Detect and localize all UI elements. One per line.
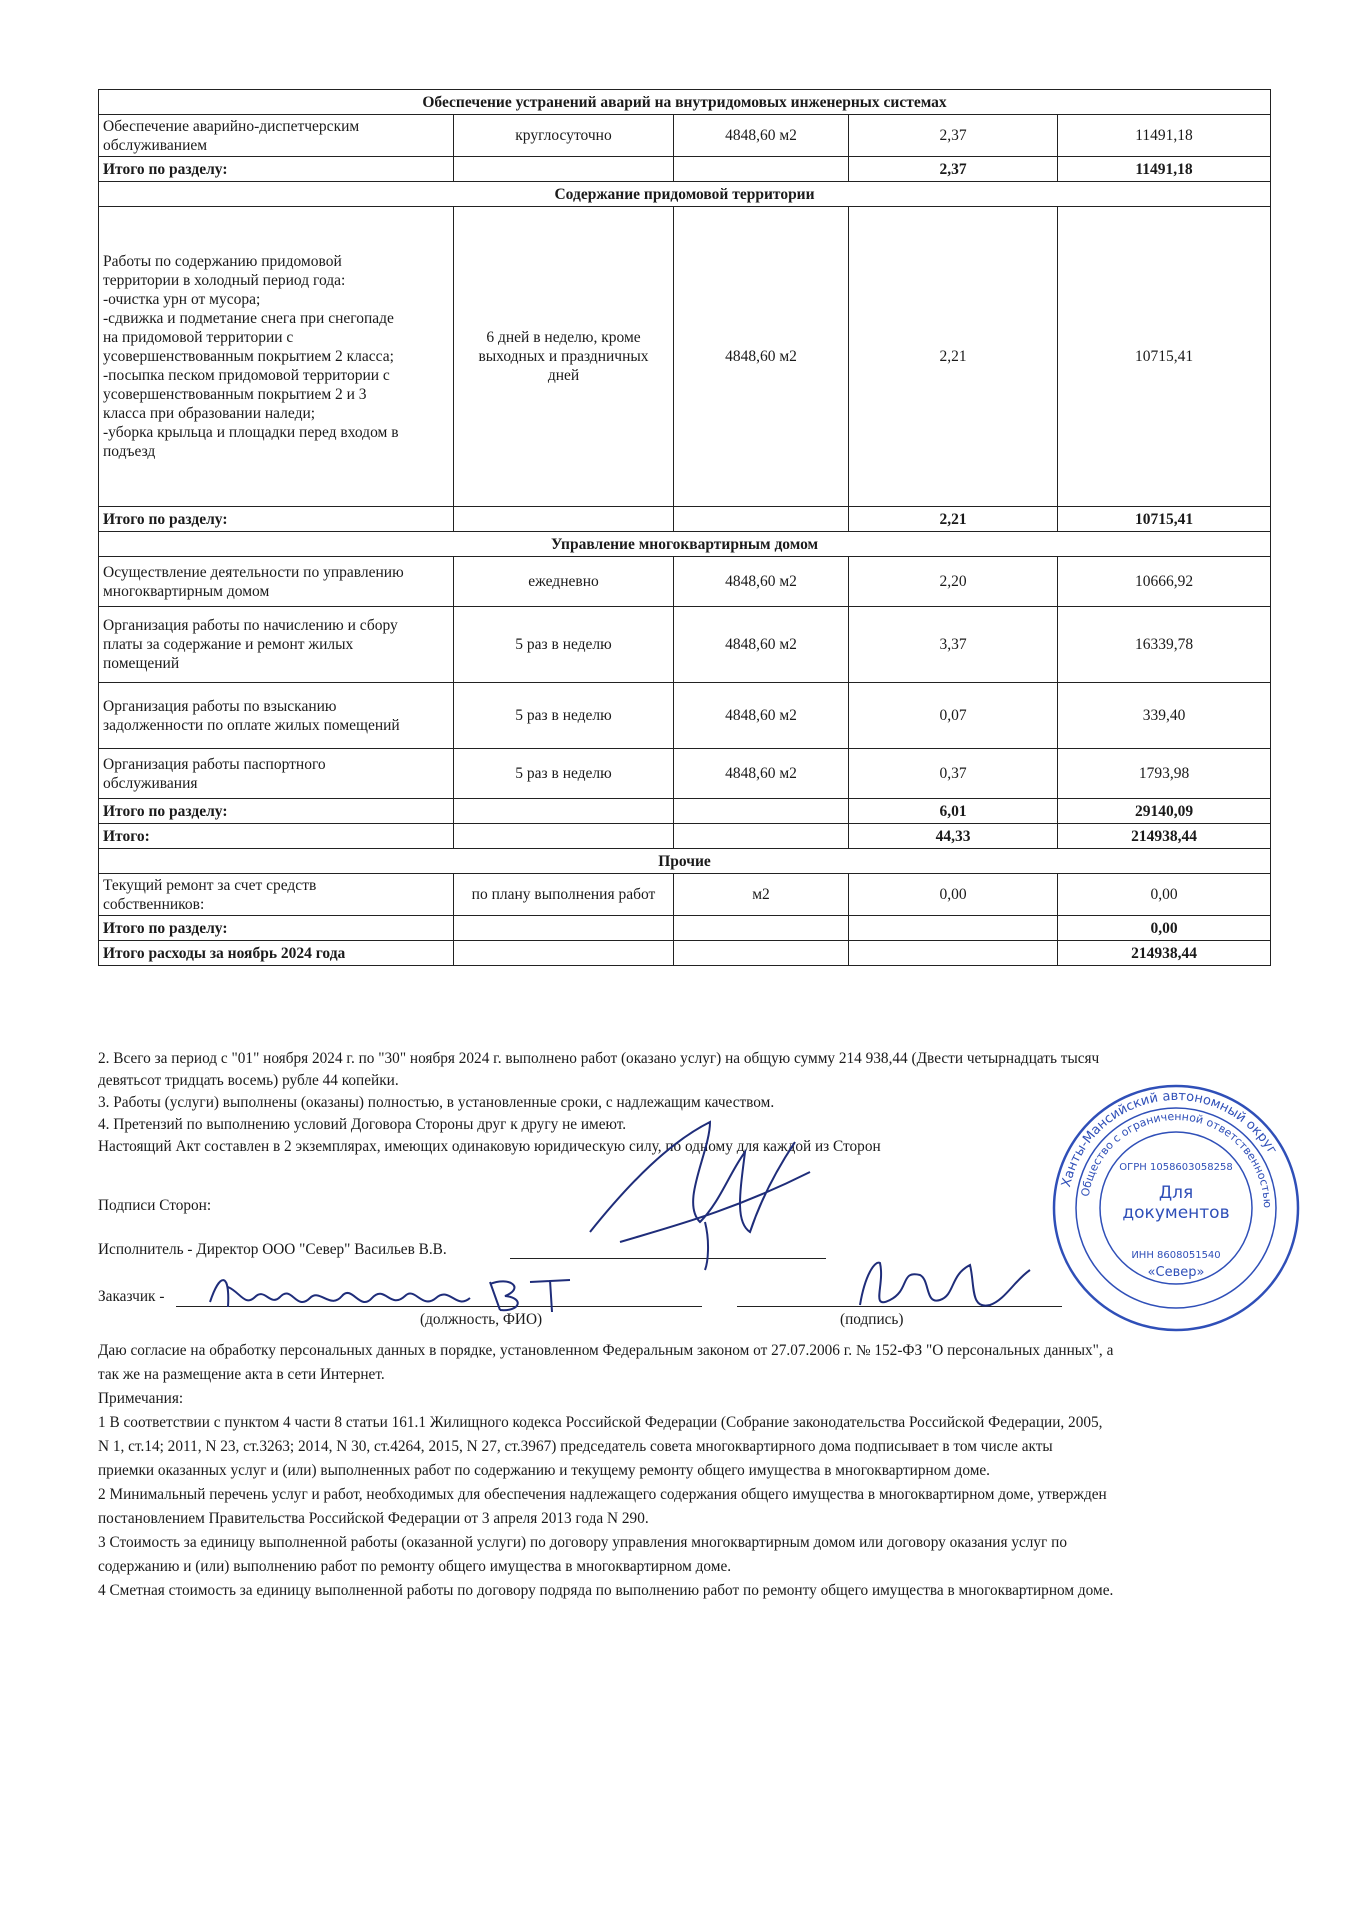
service-sum: 10666,92	[1058, 557, 1271, 607]
empty-cell	[454, 507, 674, 532]
executor-line: Исполнитель - Директор ООО "Север" Васильев В.В.	[98, 1241, 447, 1258]
note-line: Даю согласие на обработку персональных данных в порядке, установленном Федеральным законом от 27.07.2006 г. № 152-ФЗ "О персональных данных", а	[98, 1342, 1114, 1359]
service-frequency: 5 раз в неделю	[454, 683, 674, 749]
service-rate: 2,20	[849, 557, 1058, 607]
service-name: Текущий ремонт за счет средств собственников:	[99, 874, 454, 916]
empty-cell	[674, 916, 849, 941]
service-name: Обеспечение аварийно-диспетчерским обслуживанием	[99, 115, 454, 157]
service-area: 4848,60 м2	[674, 115, 849, 157]
note-line: 4 Сметная стоимость за единицу выполненной работы по договору подряда по выполнению работ по ремонту общего имущества в многоквартирном доме.	[98, 1582, 1114, 1599]
service-rate: 3,37	[849, 607, 1058, 683]
note-line: содержанию и (или) выполнению работ по ремонту общего имущества в многоквартирном доме.	[98, 1558, 732, 1575]
section-total-row	[99, 507, 1271, 532]
service-frequency: по плану выполнения работ	[454, 874, 674, 916]
total-sum: 11491,18	[1058, 157, 1271, 182]
paragraph: девятьсот тридцать восемь) рубле 44 копейки.	[98, 1072, 399, 1089]
stamp-ogrn: ОГРН 1058603058258	[1119, 1162, 1233, 1173]
service-rate: 2,21	[849, 207, 1058, 507]
paragraph: 2. Всего за период с "01" ноября 2024 г. по "30" ноября 2024 г. выполнено работ (оказано услуг) на общую сумму 214 938,44 (Двести четырнадцать тысяч	[98, 1050, 1100, 1067]
section-header-row	[99, 849, 1271, 874]
total-sum: 0,00	[1058, 916, 1271, 941]
notes-block	[98, 1339, 1298, 1603]
note-line: N 1, ст.14; 2011, N 23, ст.3263; 2014, N 30, ст.4264, 2015, N 27, ст.3967) председатель совета многоквартирного дома подписывает в том числе акты	[98, 1438, 1053, 1455]
service-area: 4848,60 м2	[674, 683, 849, 749]
section-total-row	[99, 157, 1271, 182]
total-sum: 29140,09	[1058, 799, 1271, 824]
section-header-row	[99, 90, 1271, 115]
service-rate: 2,37	[849, 115, 1058, 157]
service-name: Организация работы по начислению и сбору платы за содержание и ремонт жилых помещений	[99, 607, 454, 683]
service-sum: 1793,98	[1058, 749, 1271, 799]
service-name: Организация работы по взысканию задолженности по оплате жилых помещений	[99, 683, 454, 749]
grand-total-rate: 44,33	[849, 824, 1058, 849]
paragraph: 4. Претензий по выполнению условий Договора Стороны друг к другу не имеют.	[98, 1116, 627, 1133]
section-title: Прочие	[99, 849, 1271, 874]
note-line: 1 В соответствии с пунктом 4 части 8 статьи 161.1 Жилищного кодекса Российской Федерации (Собрание законодательства Российской Федерации, 2005,	[98, 1414, 1103, 1431]
empty-cell	[454, 941, 674, 966]
empty-cell	[674, 507, 849, 532]
final-total-label: Итого расходы за ноябрь 2024 года	[99, 941, 454, 966]
service-area: 4848,60 м2	[674, 207, 849, 507]
section-title: Обеспечение устранений аварий на внутридомовых инженерных системах	[99, 90, 1271, 115]
stamp-center-line2: документов	[1122, 1203, 1230, 1223]
section-header-row	[99, 182, 1271, 207]
total-rate	[849, 916, 1058, 941]
service-frequency: ежедневно	[454, 557, 674, 607]
service-frequency: 5 раз в неделю	[454, 749, 674, 799]
total-label: Итого по разделу:	[99, 799, 454, 824]
service-sum: 339,40	[1058, 683, 1271, 749]
service-rate: 0,07	[849, 683, 1058, 749]
empty-cell	[454, 916, 674, 941]
service-area: 4848,60 м2	[674, 607, 849, 683]
customer-signature-icon	[840, 1255, 1040, 1320]
service-area: 4848,60 м2	[674, 749, 849, 799]
empty-cell	[674, 941, 849, 966]
stamp-name: «Север»	[1147, 1265, 1205, 1280]
executor-signature-icon	[560, 1112, 820, 1272]
service-area: м2	[674, 874, 849, 916]
note-line: постановлением Правительства Российской Федерации от 3 апреля 2013 года N 290.	[98, 1510, 649, 1527]
service-frequency: 6 дней в неделю, кроме выходных и праздничных дней	[454, 207, 674, 507]
service-name: Осуществление деятельности по управлению многоквартирным домом	[99, 557, 454, 607]
service-sum: 16339,78	[1058, 607, 1271, 683]
section-total-row	[99, 916, 1271, 941]
service-rate: 0,37	[849, 749, 1058, 799]
customer-handwriting-icon	[200, 1262, 660, 1332]
paragraph: Настоящий Акт составлен в 2 экземплярах, имеющих одинаковую юридическую силу, по одному для каждой из Сторон	[98, 1138, 881, 1155]
total-rate: 6,01	[849, 799, 1058, 824]
stamp-inner-text: Общество с ограниченной ответственностью	[1078, 1109, 1275, 1209]
total-label: Итого по разделу:	[99, 507, 454, 532]
note-line: приемки оказанных услуг и (или) выполненных работ по содержанию и текущему ремонту общего имущества в многоквартирном доме.	[98, 1462, 990, 1479]
section-total-row	[99, 799, 1271, 824]
final-total-sum: 214938,44	[1058, 941, 1271, 966]
total-label: Итого по разделу:	[99, 916, 454, 941]
service-frequency: круглосуточно	[454, 115, 674, 157]
note-line: Примечания:	[98, 1390, 184, 1407]
customer-label: Заказчик -	[98, 1288, 165, 1305]
empty-cell	[849, 941, 1058, 966]
service-sum: 10715,41	[1058, 207, 1271, 507]
company-stamp-icon	[1046, 1078, 1306, 1338]
stamp-outer-text: Ханты-Мансийский автономный округ	[1059, 1088, 1280, 1189]
empty-cell	[454, 799, 674, 824]
services-table	[98, 89, 1271, 966]
grand-total-row	[99, 824, 1271, 849]
empty-cell	[454, 157, 674, 182]
note-line: так же на размещение акта в сети Интернет.	[98, 1366, 385, 1383]
note-line: 2 Минимальный перечень услуг и работ, необходимых для обеспечения надлежащего содержания общего имущества в многоквартирном доме, утвержден	[98, 1486, 1107, 1503]
section-header-row	[99, 532, 1271, 557]
service-sum: 0,00	[1058, 874, 1271, 916]
service-sum: 11491,18	[1058, 115, 1271, 157]
empty-cell	[674, 824, 849, 849]
total-label: Итого по разделу:	[99, 157, 454, 182]
service-area: 4848,60 м2	[674, 557, 849, 607]
table-row	[99, 749, 1271, 799]
table-row	[99, 607, 1271, 683]
total-rate: 2,21	[849, 507, 1058, 532]
service-name: Работы по содержанию придомовой территории в холодный период года: -очистка урн от мусора; -сдвижка и подметание снега при снегопаде на придомовой территории с усовершенствованным покрытием 2 класса; -посыпка песком придомовой территории с усовершенствованным покрытием 2 и 3 класса при образовании наледи; -уборка крыльца и площадки перед входом в подъезд	[99, 207, 454, 507]
signatures-heading: Подписи Сторон:	[98, 1197, 212, 1214]
empty-cell	[674, 799, 849, 824]
total-sum: 10715,41	[1058, 507, 1271, 532]
table-row	[99, 683, 1271, 749]
total-rate: 2,37	[849, 157, 1058, 182]
paragraph: 3. Работы (услуги) выполнены (оказаны) полностью, в установленные сроки, с надлежащим качеством.	[98, 1094, 775, 1111]
signature-caption: (подпись)	[840, 1311, 904, 1328]
table-row	[99, 115, 1271, 157]
service-rate: 0,00	[849, 874, 1058, 916]
empty-cell	[674, 157, 849, 182]
note-line: 3 Стоимость за единицу выполненной работы (оказанной услуги) по договору управления многоквартирным домом или договору оказания услуг по	[98, 1534, 1067, 1551]
section-title: Управление многоквартирным домом	[99, 532, 1271, 557]
position-caption: (должность, ФИО)	[420, 1311, 543, 1328]
table-row	[99, 557, 1271, 607]
table-row	[99, 207, 1271, 507]
table-row	[99, 874, 1271, 916]
grand-total-sum: 214938,44	[1058, 824, 1271, 849]
grand-total-label: Итого:	[99, 824, 454, 849]
final-total-row	[99, 941, 1271, 966]
stamp-center-line1: Для	[1158, 1183, 1194, 1203]
empty-cell	[454, 824, 674, 849]
section-title: Содержание придомовой территории	[99, 182, 1271, 207]
service-frequency: 5 раз в неделю	[454, 607, 674, 683]
service-name: Организация работы паспортного обслуживания	[99, 749, 454, 799]
stamp-inn: ИНН 8608051540	[1131, 1250, 1221, 1261]
